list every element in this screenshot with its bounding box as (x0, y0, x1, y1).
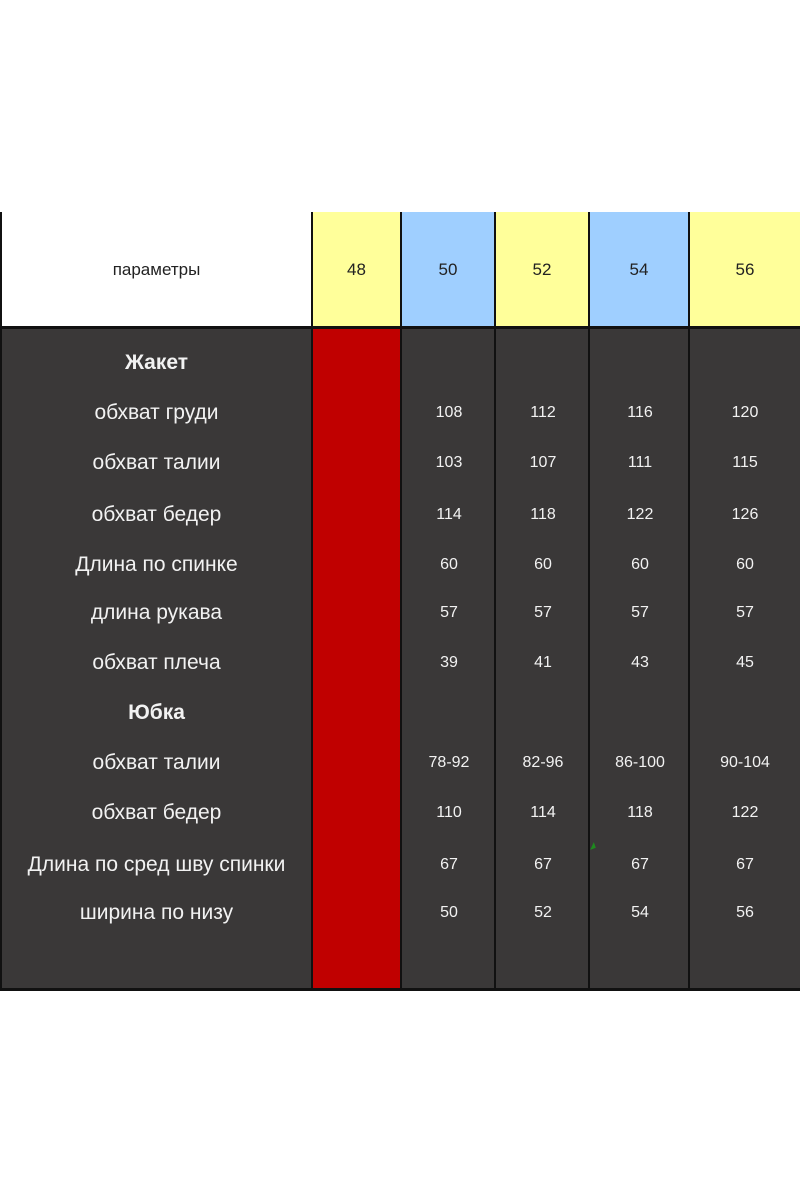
table-cell: 114 (530, 804, 556, 821)
section-heading: Юбка (128, 701, 185, 724)
table-cell: 114 (436, 506, 462, 523)
table-cell: 52 (534, 904, 552, 921)
size-header-56: 56 (690, 212, 800, 328)
table-cell: 67 (736, 856, 754, 873)
table-cell: 67 (534, 856, 552, 873)
table-cell: 126 (731, 506, 759, 523)
table-cell: 111 (627, 454, 653, 471)
table-cell: 67 (440, 856, 458, 873)
bottom-border (0, 988, 800, 991)
size-header-52: 52 (496, 212, 590, 328)
row-label: ширина по низу (79, 901, 234, 924)
size-header-48: 48 (313, 212, 402, 328)
row-label: длина рукава (90, 601, 223, 624)
table-cell: 120 (731, 404, 759, 421)
row-label: обхват плеча (92, 651, 221, 674)
column-48 (313, 329, 402, 990)
size-table (0, 212, 800, 990)
size-header-54: 54 (590, 212, 690, 328)
table-body (0, 329, 800, 990)
table-cell: 39 (440, 654, 458, 671)
header-label: параметры (0, 212, 313, 328)
table-cell: 67 (631, 856, 649, 873)
table-cell: 112 (530, 404, 556, 421)
table-cell: 60 (534, 556, 552, 573)
table-cell: 57 (440, 604, 458, 621)
row-label: обхват талии (92, 751, 221, 774)
row-label: обхват бедер (91, 801, 222, 824)
table-cell: 103 (435, 454, 463, 471)
row-label: обхват груди (94, 401, 219, 424)
table-cell: 122 (731, 804, 759, 821)
table-cell: 122 (626, 506, 654, 523)
table-cell: 50 (440, 904, 458, 921)
table-cell: 115 (732, 454, 758, 471)
table-cell: 60 (440, 556, 458, 573)
table-cell: 118 (627, 804, 653, 821)
row-label: Длина по сред шву спинки (27, 853, 286, 876)
table-cell: 45 (736, 654, 754, 671)
section-heading: Жакет (124, 351, 189, 374)
row-label: обхват бедер (91, 503, 222, 526)
table-cell: 107 (529, 454, 557, 471)
table-cell: 57 (631, 604, 649, 621)
row-label: обхват талии (92, 451, 221, 474)
table-cell: 43 (631, 654, 649, 671)
table-cell: 41 (534, 654, 552, 671)
table-cell: 118 (530, 506, 556, 523)
table-cell: 110 (436, 804, 462, 821)
table-cell: 60 (736, 556, 754, 573)
table-cell: 56 (736, 904, 754, 921)
table-cell: 86-100 (615, 754, 665, 771)
table-cell: 60 (631, 556, 649, 573)
row-label: Длина по спинке (75, 553, 238, 576)
size-header-50: 50 (402, 212, 496, 328)
table-cell: 78-92 (428, 754, 470, 771)
table-cell: 82-96 (522, 754, 564, 771)
table-cell: 90-104 (720, 754, 770, 771)
table-cell: 108 (435, 404, 463, 421)
table-cell: 54 (631, 904, 649, 921)
table-cell: 116 (627, 404, 653, 421)
table-cell: 57 (534, 604, 552, 621)
table-cell: 57 (736, 604, 754, 621)
